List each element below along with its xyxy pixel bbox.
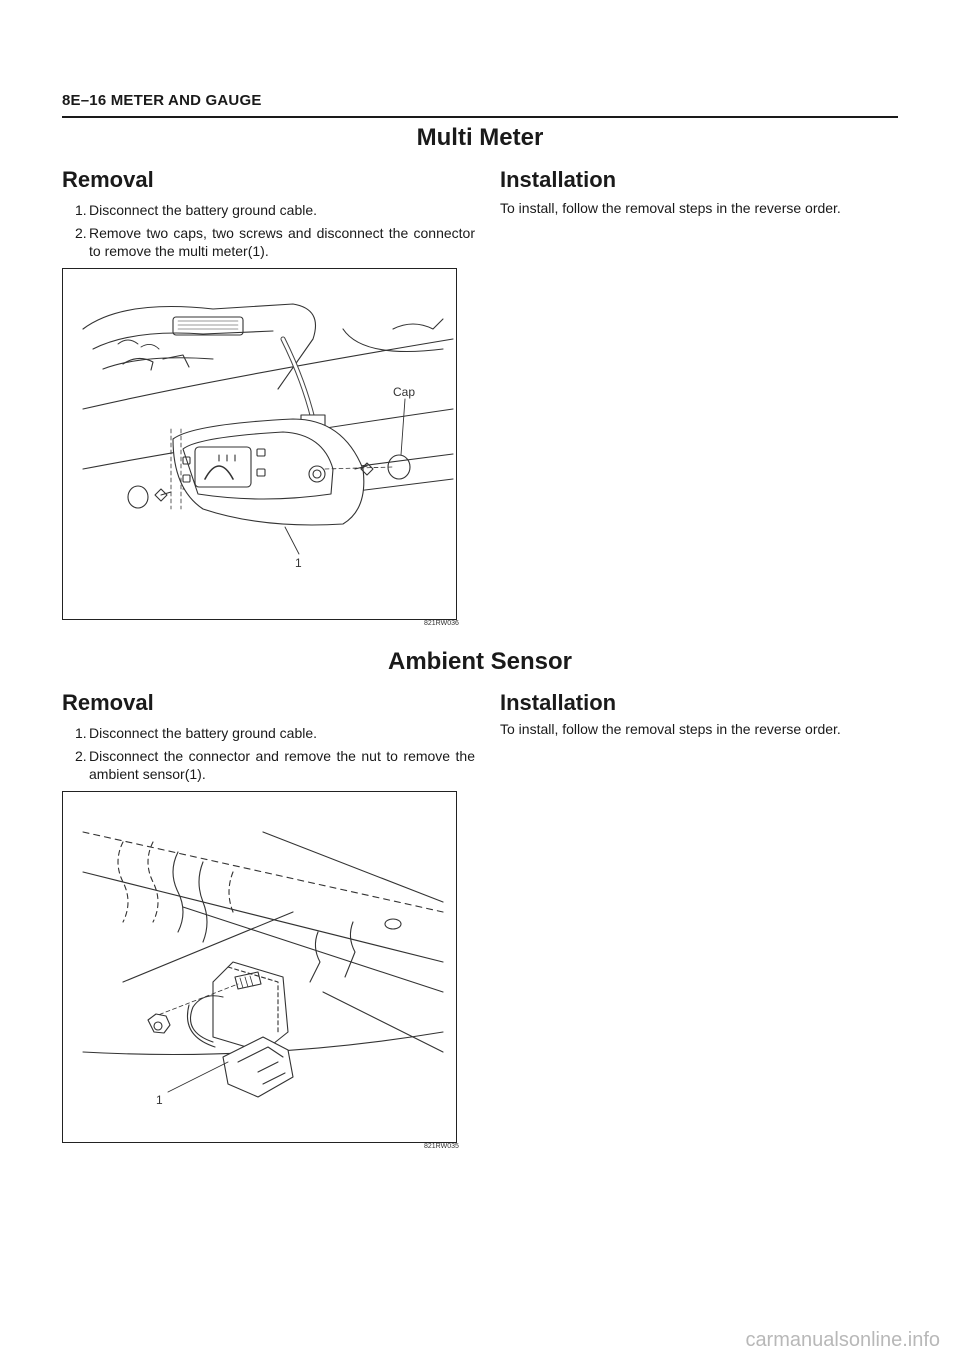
installation-text: To install, follow the removal steps in the reverse order. — [500, 200, 841, 216]
installation-heading: Installation — [500, 167, 617, 192]
part-label: 1 — [156, 1093, 163, 1107]
header-rule — [62, 116, 898, 118]
figure-multi-meter — [62, 268, 457, 620]
page-header — [62, 92, 898, 118]
removal-step — [75, 724, 475, 742]
watermark: carmanualsonline.info — [745, 1329, 940, 1351]
step-text: Disconnect the battery ground cable. — [89, 202, 318, 218]
removal-step — [75, 201, 475, 219]
part-label: 1 — [295, 556, 302, 570]
removal-step — [75, 747, 475, 783]
step-number: 1. — [75, 202, 87, 218]
step-number: 2. — [75, 748, 87, 764]
section-title-ambient-sensor: Ambient Sensor — [387, 648, 573, 675]
figure-ambient-sensor — [62, 791, 457, 1143]
figure-code: 821RW035 — [424, 1143, 459, 1150]
figure-code: 821RW036 — [424, 620, 459, 627]
header-text: 8E–16 METER AND GAUGE — [62, 92, 262, 109]
section-title-multi-meter: Multi Meter — [416, 124, 544, 151]
step-number: 2. — [75, 225, 87, 241]
step-text: Remove two caps, two screws and disconnect the connector to remove the multi meter(1). — [89, 225, 475, 259]
step-text: Disconnect the connector and remove the nut to remove the ambient sensor(1). — [89, 748, 475, 782]
installation-text: To install, follow the removal steps in the reverse order. — [500, 721, 841, 737]
cap-label: Cap — [393, 385, 416, 399]
removal-step — [75, 224, 475, 260]
removal-heading: Removal — [62, 690, 154, 715]
ambient-sensor-illustration — [63, 792, 456, 1142]
step-number: 1. — [75, 725, 87, 741]
multi-meter-illustration — [63, 269, 456, 619]
installation-heading: Installation — [500, 690, 617, 715]
step-text: Disconnect the battery ground cable. — [89, 725, 318, 741]
removal-heading: Removal — [62, 167, 154, 192]
